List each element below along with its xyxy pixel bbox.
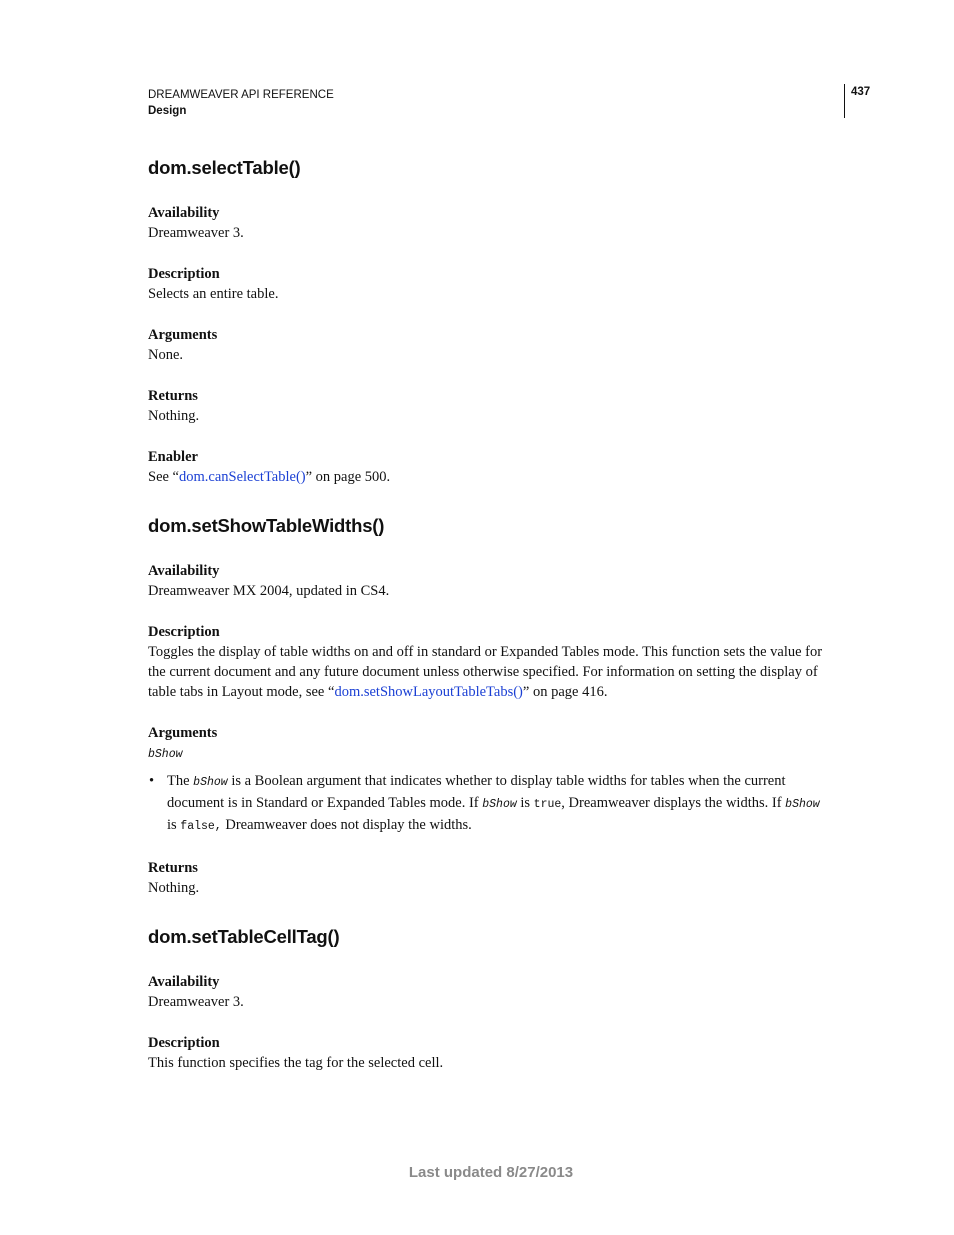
page-content xyxy=(148,155,840,1099)
text-run: ” on page 416. xyxy=(522,684,608,700)
description-text: Selects an entire table. xyxy=(148,286,279,302)
section-set-table-cell-tag xyxy=(148,924,840,1073)
section-title: dom.setShowTableWidths() xyxy=(148,515,385,536)
page-number: 437 xyxy=(851,86,871,98)
returns-label: Returns xyxy=(148,388,198,404)
availability-text: Dreamweaver 3. xyxy=(148,225,244,241)
code-bshow: bShow xyxy=(482,798,517,811)
text-run: The xyxy=(167,773,194,789)
description-label: Description xyxy=(148,1035,220,1051)
text-run: See “ xyxy=(148,469,179,485)
text-run: is xyxy=(516,795,534,811)
running-header xyxy=(148,87,334,119)
description-label: Description xyxy=(148,624,220,640)
link-can-select-table[interactable]: dom.canSelectTable() xyxy=(179,469,306,485)
argument-name xyxy=(148,743,840,765)
argument-list xyxy=(148,771,840,837)
chapter-name: Design xyxy=(148,105,187,117)
arguments-text: None. xyxy=(148,347,184,363)
returns-label: Returns xyxy=(148,860,198,876)
header-divider xyxy=(844,84,845,118)
section-select-table xyxy=(148,155,840,487)
description-text xyxy=(148,642,840,702)
availability-label: Availability xyxy=(148,974,220,990)
availability-label: Availability xyxy=(148,205,220,221)
text-run: ” on page 500. xyxy=(305,469,391,485)
enabler-label: Enabler xyxy=(148,449,198,465)
returns-text: Nothing. xyxy=(148,880,200,896)
section-title: dom.selectTable() xyxy=(148,157,301,178)
returns-text: Nothing. xyxy=(148,408,200,424)
footer-updated: Last updated 8/27/2013 xyxy=(408,1164,574,1181)
code-bshow: bShow xyxy=(148,748,183,761)
arguments-label: Arguments xyxy=(148,327,218,343)
availability-text: Dreamweaver MX 2004, updated in CS4. xyxy=(148,583,390,599)
code-true: true xyxy=(533,798,562,811)
text-run: , Dreamweaver displays the widths. If xyxy=(561,795,786,811)
arguments-label: Arguments xyxy=(148,725,218,741)
text-run: is a Boolean argument that indicates whether to display table widths for tables when the current document is in Standard or Expanded Tables mode. If xyxy=(167,773,786,811)
bullet-icon: • xyxy=(149,773,155,789)
availability-text: Dreamweaver 3. xyxy=(148,994,244,1010)
code-bshow: bShow xyxy=(193,776,228,789)
text-run: is xyxy=(167,817,181,833)
text-run: Dreamweaver does not display the widths. xyxy=(221,817,472,833)
availability-label: Availability xyxy=(148,563,220,579)
section-set-show-table-widths xyxy=(148,513,840,898)
description-label: Description xyxy=(148,266,220,282)
enabler-text xyxy=(148,467,840,487)
doc-title: DREAMWEAVER API REFERENCE xyxy=(148,89,334,101)
list-item xyxy=(149,771,840,837)
code-bshow: bShow xyxy=(785,798,820,811)
link-set-show-layout-table-tabs[interactable]: dom.setShowLayoutTableTabs() xyxy=(334,684,523,700)
description-text: This function specifies the tag for the selected cell. xyxy=(148,1055,444,1071)
code-false: false, xyxy=(180,820,222,833)
section-title: dom.setTableCellTag() xyxy=(148,926,340,947)
text-run: Toggles the display of table widths on and off in standard or Expanded Tables mode. This function sets the value for the current document and any future document unless otherwise specified. For information on setting the display of table tabs in Layout mode, see “ xyxy=(148,644,823,700)
